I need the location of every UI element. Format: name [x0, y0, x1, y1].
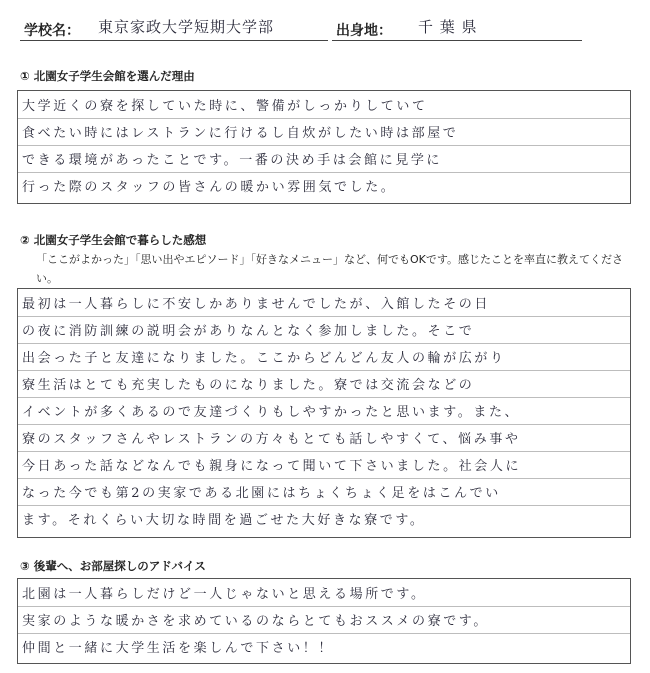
ruled-line: [18, 343, 630, 344]
answer-line: 北園は一人暮らしだけど一人じゃないと思える場所です。: [22, 587, 427, 602]
ruled-line: [18, 316, 630, 317]
answer-line: できる環境があったことです。一番の決め手は会館に見学に: [22, 153, 443, 168]
ruled-line: [18, 118, 630, 119]
ruled-line: [18, 145, 630, 146]
section3-title: ③ 後輩へ、お部屋探しのアドバイス: [20, 559, 206, 573]
header: [20, 16, 580, 44]
section2-title: ② 北園女子学生会館で暮らした感想: [20, 233, 207, 247]
answer-line: 寮生活はとても充実したものになりました。寮では交流会などの: [22, 378, 475, 393]
ruled-line: [18, 397, 630, 398]
answer-line: ます。それくらい大切な時間を過ごせた大好きな寮です。: [22, 513, 426, 528]
origin-label: 出身地：: [336, 23, 392, 39]
section3-answer-box: [17, 578, 631, 664]
ruled-line: [18, 505, 630, 506]
answer-line: 大学近くの寮を探していた時に、警備がしっかりしていて: [22, 99, 428, 114]
ruled-line: [18, 370, 630, 371]
origin-underline: [332, 40, 582, 41]
ruled-line: [18, 172, 630, 173]
answer-line: 食べたい時にはレストランに行けるし自炊がしたい時は部屋で: [22, 126, 459, 141]
section1-answer-box: [17, 90, 631, 204]
section2-answer-box: [17, 288, 631, 538]
answer-line: 行った際のスタッフの皆さんの暖かい雰囲気でした。: [22, 180, 397, 195]
answer-line: 最初は一人暮らしに不安しかありませんでしたが、入館したその日: [22, 297, 491, 312]
ruled-line: [18, 633, 630, 634]
section2-instructions: 「ここがよかった」「思い出やエピソード」「好きなメニュー」など、何でもOKです。感じたことを率直に教えてください。: [36, 253, 623, 285]
ruled-line: [18, 478, 630, 479]
school-underline: [20, 40, 328, 41]
school-value: 東京家政大学短期大学部: [98, 18, 275, 36]
section1-title: ① 北園女子学生会館を選んだ理由: [20, 69, 195, 83]
origin-value: 千 葉 県: [418, 18, 478, 36]
answer-line: 今日あった話などなんでも親身になって聞いて下さいました。社会人に: [22, 459, 522, 474]
answer-line: 寮のスタッフさんやレストランの方々もとても話しやすくて、悩み事や: [22, 432, 521, 447]
answer-line: 仲間と一緒に大学生活を楽しんで下さい！！: [22, 641, 335, 656]
ruled-line: [18, 606, 630, 607]
answer-line: 出会った子と友達になりました。ここからどんどん友人の輪が広がり: [22, 351, 506, 366]
answer-line: の夜に消防訓練の説明会がありなんとなく参加しました。そこで: [22, 324, 475, 339]
answer-line: 実家のような暖かさを求めているのならとてもおススメの寮です。: [22, 614, 489, 629]
answer-line: イベントが多くあるので友達づくりもしやすかったと思います。また、: [22, 405, 521, 420]
ruled-line: [18, 424, 630, 425]
answer-line: なった今でも第2の実家である北園にはちょくちょく足をはこんでい: [22, 486, 501, 501]
school-label: 学校名：: [24, 23, 80, 39]
ruled-line: [18, 451, 630, 452]
